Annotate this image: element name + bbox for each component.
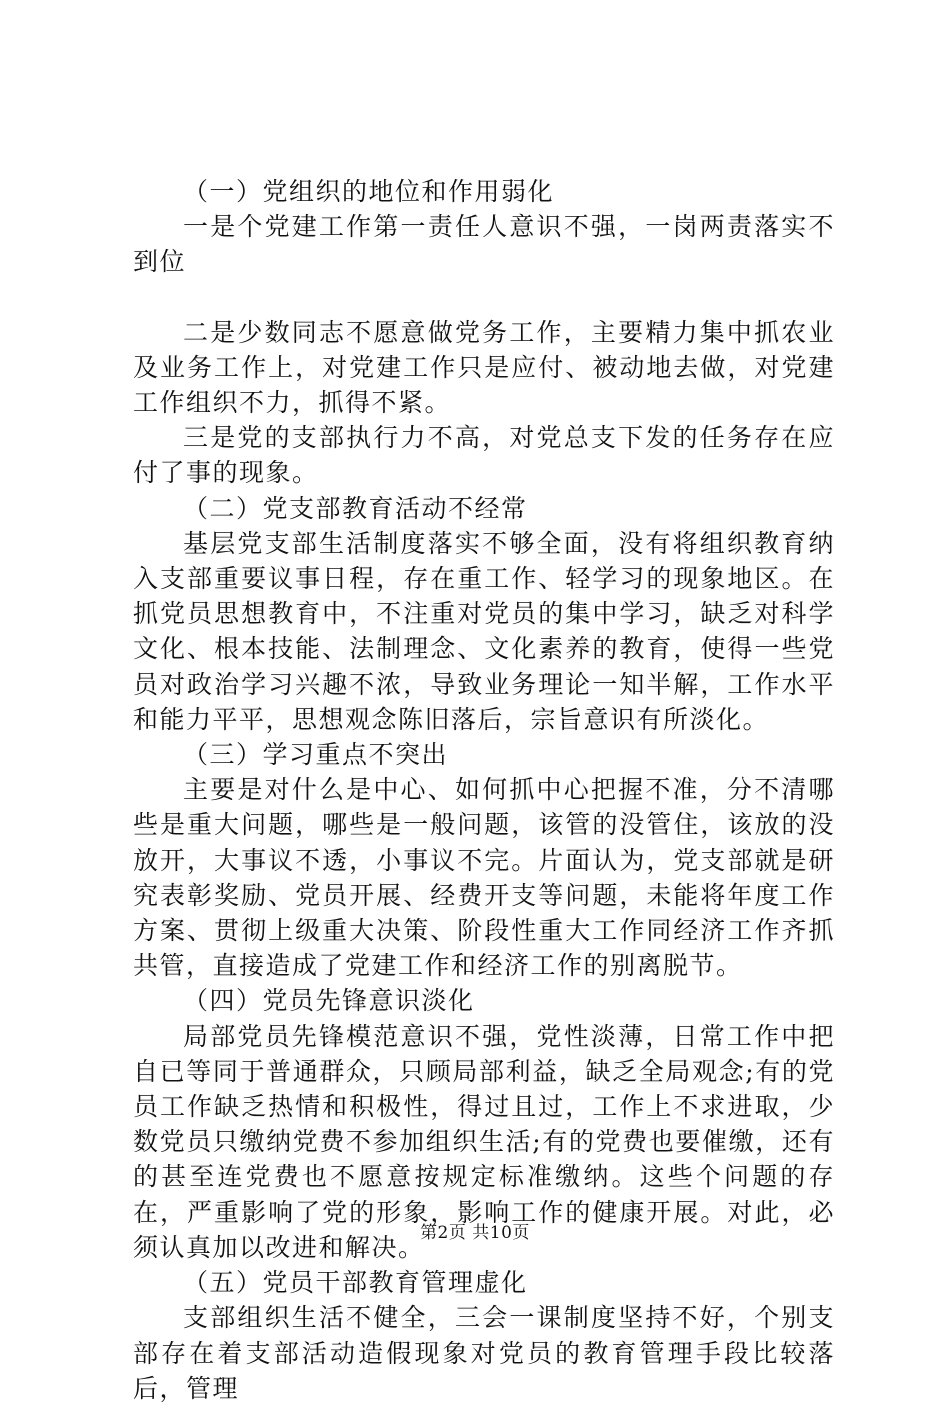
page-footer [0, 1218, 950, 1243]
section-heading-5: （五）党员干部教育管理虚化 [183, 1268, 528, 1298]
section-heading-1: （一）党组织的地位和作用弱化 [183, 177, 555, 206]
blank-line [133, 280, 835, 315]
paragraph-7: 支部组织生活不健全，三会一课制度坚持不好，个别支部存在着支部活动造假现象对党员的教育管理手段比较落后，管理 [133, 1303, 835, 1403]
section-heading-4: （四）党员先锋意识淡化 [183, 986, 475, 1016]
section-heading-3: （三）学习重点不突出 [183, 740, 449, 770]
section-heading-2: （二）党支部教育活动不经常 [183, 493, 528, 523]
paragraph-1: 一是个党建工作第一责任人意识不强，一岗两责落实不到位 [133, 212, 835, 277]
paragraph-6: 局部党员先锋模范意识不强，党性淡薄，日常工作中把自已等同于普通群众，只顾局部利益，缺乏全局观念;有的党员工作缺乏热情和积极性，得过且过，工作上不求进取，少数党员只缴纳党费不参加组织生活;有的党费也要催缴，还有的甚至连党费也不愿意按规定标准缴纳。这些个问题的存在，严重影响了党的形象，影响工作的健康开展。对此，必须认真加以改进和解决。 [133, 1021, 835, 1262]
paragraph-2: 二是少数同志不愿意做党务工作，主要精力集中抓农业及业务工作上，对党建工作只是应付、被动地去做，对党建工作组织不力，抓得不紧。 [133, 317, 835, 418]
paragraph-5: 主要是对什么是中心、如何抓中心把握不准，分不清哪些是重大问题，哪些是一般问题，该管的没管住，该放的没放开，大事议不透，小事议不完。片面认为，党支部就是研究表彰奖励、党员开展、经费开支等问题，未能将年度工作方案、贯彻上级重大决策、阶段性重大工作同经济工作齐抓共管，直接造成了党建工作和经济工作的别离脱节。 [133, 775, 835, 981]
page-number-label: 第2页 共10页 [420, 1223, 530, 1243]
paragraph-4: 基层党支部生活制度落实不够全面，没有将组织教育纳入支部重要议事日程，存在重工作、轻学习的现象地区。在抓党员思想教育中，不注重对党员的集中学习，缺乏对科学文化、根本技能、法制理念、文化素养的教育，使得一些党员对政治学习兴趣不浓，导致业务理论一知半解，工作水平和能力平平，思想观念陈旧落后，宗旨意识有所淡化。 [133, 528, 835, 734]
paragraph-3: 三是党的支部执行力不高，对党总支下发的任务存在应付了事的现象。 [133, 423, 835, 488]
